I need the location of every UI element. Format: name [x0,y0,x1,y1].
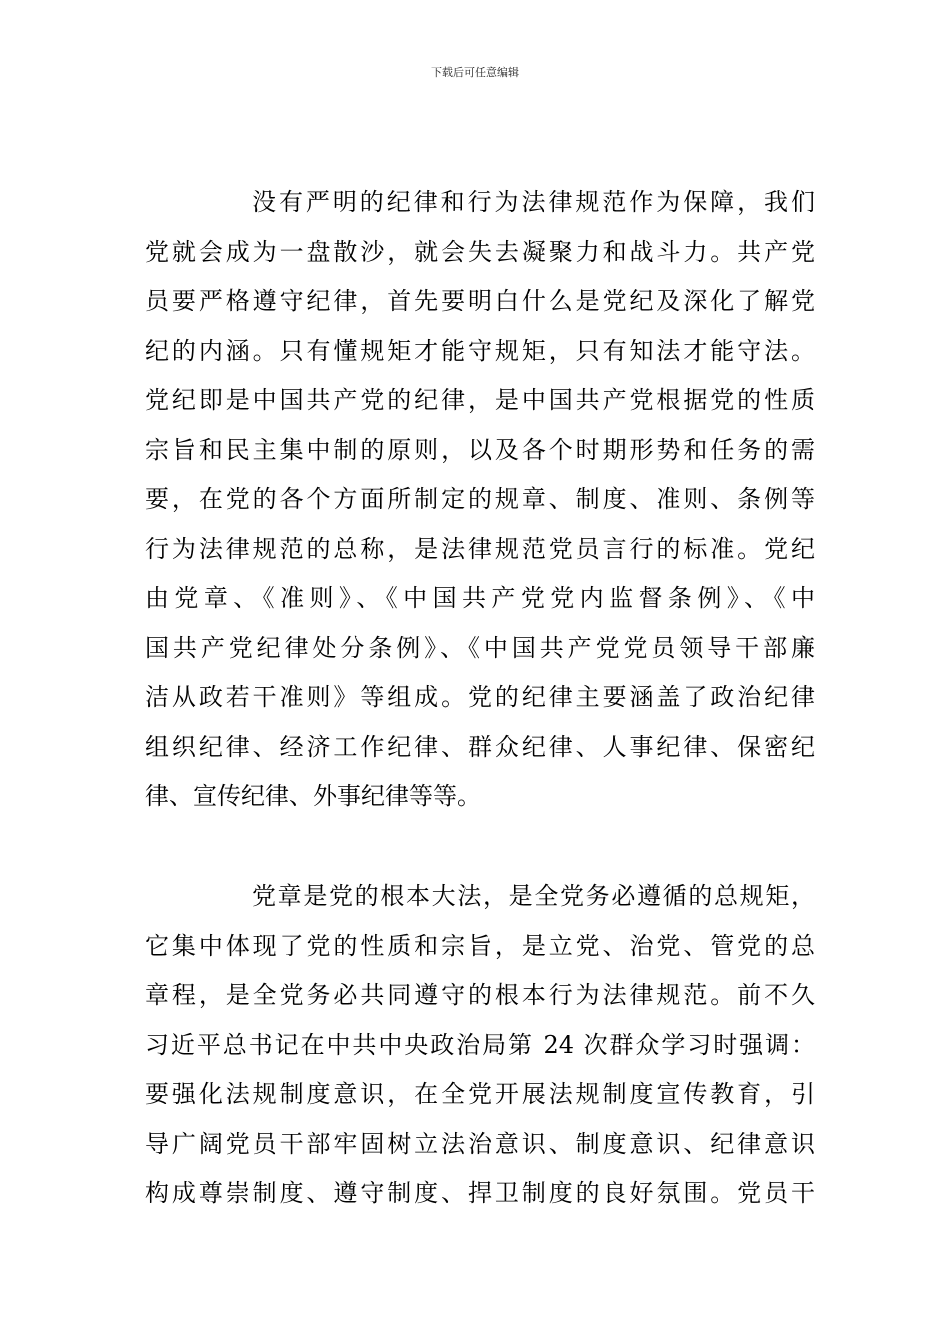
text-line: 党章是党的根本大法，是全党务必遵循的总规矩， [252,882,815,910]
text-line: 国共产党纪律处分条例》、《中国共产党党员领导干部廉 [145,633,815,662]
text-line: 洁从政若干准则》等组成。党的纪律主要涵盖了政治纪律 [145,683,815,711]
text-line: 章程，是全党务必共同遵守的根本行为法律规范。前不久 [145,981,815,1009]
page-header-note: 下载后可任意编辑 [431,66,519,79]
text-line: 党就会成为一盘散沙，就会失去凝聚力和战斗力。共产党 [145,237,815,266]
text-line: 习近平总书记在中共中央政治局第 24 次群众学习时强调： [145,1030,815,1059]
text-line: 构成尊崇制度、遵守制度、捍卫制度的良好氛围。党员干 [145,1179,815,1207]
text-line: 由党章、《准则》、《中国共产党党内监督条例》、《中 [145,584,815,612]
text-line: 组织纪律、经济工作纪律、群众纪律、人事纪律、保密纪 [145,732,815,761]
text-line: 宗旨和民主集中制的原则，以及各个时期形势和任务的需 [145,435,815,464]
text-line: 要强化法规制度意识，在全党开展法规制度宣传教育，引 [145,1080,815,1108]
text-line: 导广阔党员干部牢固树立法治意识、制度意识、纪律意识 [145,1129,815,1158]
text-line: 行为法律规范的总称，是法律规范党员言行的标准。党纪 [145,534,815,563]
text-line: 它集中体现了党的性质和宗旨，是立党、治党、管党的总 [145,931,815,960]
text-line: 纪的内涵。只有懂规矩才能守规矩，只有知法才能守法。 [145,336,815,365]
text-line: 员要严格遵守纪律，首先要明白什么是党纪及深化了解党 [145,287,815,315]
text-line: 党纪即是中国共产党的纪律，是中国共产党根据党的性质 [145,386,815,414]
paragraph-party-constitution [145,872,815,1219]
paragraph-discipline-meaning [145,178,815,822]
text-line: 律、宣传纪律、外事纪律等等。 [145,782,481,810]
text-line: 要，在党的各个方面所制定的规章、制度、准则、条例等 [145,485,815,513]
text-line: 没有严明的纪律和行为法律规范作为保障，我们 [252,188,815,216]
